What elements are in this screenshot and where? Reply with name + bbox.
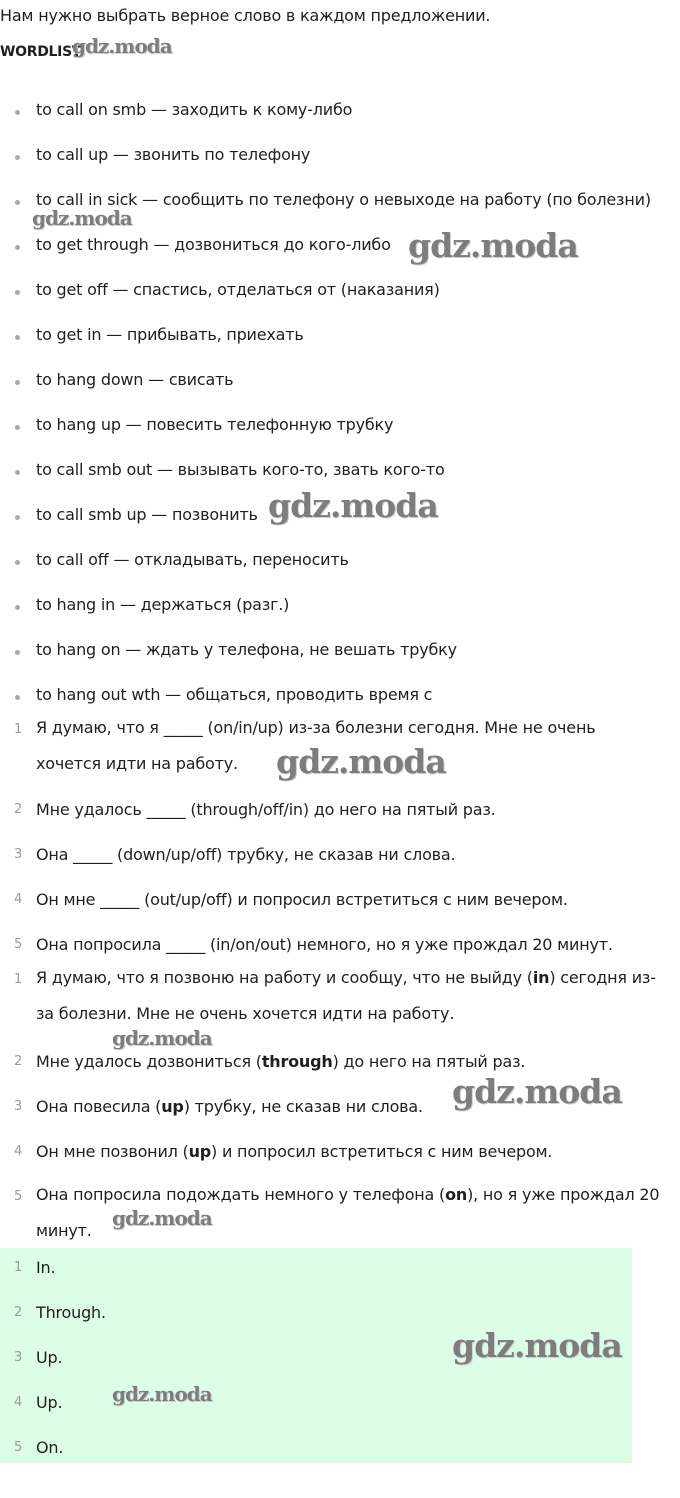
- bullet-icon: [15, 245, 20, 250]
- watermark: gdz.moda: [72, 34, 172, 58]
- watermark: gdz.moda: [452, 1072, 622, 1111]
- bullet-icon: [15, 650, 20, 655]
- bullet-icon: [15, 290, 20, 295]
- watermark: gdz.moda: [112, 1026, 212, 1050]
- bullet-icon: [15, 155, 20, 160]
- bullet-icon: [15, 335, 20, 340]
- bullet-icon: [15, 110, 20, 115]
- bullet-icon: [15, 605, 20, 610]
- bullet-icon: [15, 695, 20, 700]
- bullet-icon: [15, 470, 20, 475]
- watermark: gdz.moda: [268, 486, 438, 525]
- bullet-icon: [15, 380, 20, 385]
- wordlist-title: WORDLIST: [0, 44, 82, 60]
- watermark: gdz.moda: [408, 226, 578, 265]
- watermark: gdz.moda: [32, 206, 132, 230]
- watermark: gdz.moda: [112, 1206, 212, 1230]
- bullet-icon: [15, 560, 20, 565]
- watermark: gdz.moda: [452, 1326, 622, 1365]
- bullet-icon: [15, 200, 20, 205]
- watermark: gdz.moda: [112, 1382, 212, 1406]
- intro-text: Нам нужно выбрать верное слово в каждом предложении.: [0, 6, 491, 25]
- bullet-icon: [15, 425, 20, 430]
- bullet-icon: [15, 515, 20, 520]
- watermark: gdz.moda: [276, 742, 446, 781]
